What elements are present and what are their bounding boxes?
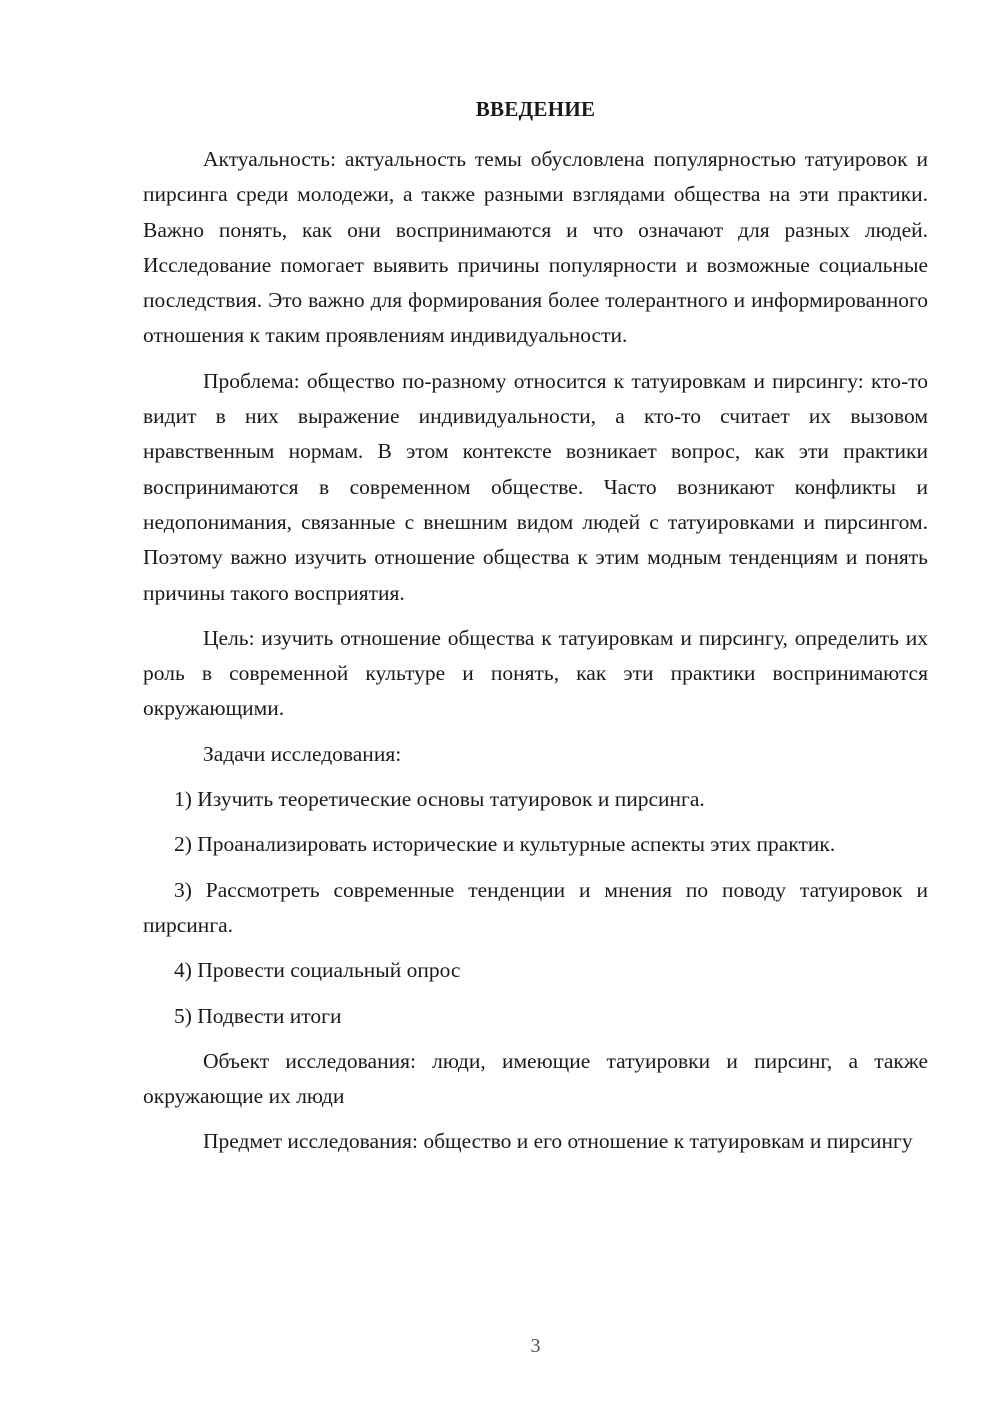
- task-item-4: 4) Провести социальный опрос: [174, 958, 461, 983]
- document-body: [143, 142, 928, 1170]
- task-item-2: 2) Проанализировать исторические и культурные аспекты этих практик.: [174, 832, 836, 857]
- problem-paragraph: Проблема: общество по-разному относится к татуировкам и пирсингу: кто-то видит в них выражение индивидуальности, а кто-то считает их вызовом нравственным нормам. В этом контексте возникает вопрос, как эти практики воспринимаются в современном обществе. Часто возникают конфликты и недопонимания, связанные с внешним видом людей с татуировками и пирсингом. Поэтому важно изучить отношение общества к этим модным тенденциям и понять причины такого восприятия.: [143, 368, 928, 605]
- task-item-5: 5) Подвести итоги: [174, 1003, 342, 1028]
- section-heading: ВВЕДЕНИЕ: [475, 97, 596, 121]
- goal-paragraph: Цель: изучить отношение общества к татуировкам и пирсингу, определить их роль в современной культуре и понять, как эти практики воспринимаются окружающими.: [143, 625, 928, 721]
- relevance-paragraph: Актуальность: актуальность темы обусловлена популярностью татуировок и пирсинга среди молодежи, а также разными взглядами общества на эти практики. Важно понять, как они воспринимаются и что означают для разных людей. Исследование помогает выявить причины популярности и возможные социальные последствия. Это важно для формирования более толерантного и информированного отношения к таким проявлениям индивидуальности.: [143, 147, 928, 348]
- object-paragraph: Объект исследования: люди, имеющие татуировки и пирсинг, а также окружающие их люди: [143, 1048, 928, 1109]
- tasks-label: Задачи исследования:: [203, 741, 402, 766]
- task-item-3: 3) Рассмотреть современные тенденции и мнения по поводу татуировок и пирсинга.: [143, 877, 928, 937]
- subject-paragraph: Предмет исследования: общество и его отношение к татуировкам и пирсингу: [203, 1129, 913, 1154]
- page-number: 3: [530, 1335, 541, 1357]
- task-item-1: 1) Изучить теоретические основы татуировок и пирсинга.: [174, 787, 705, 812]
- document-page: [143, 0, 928, 1414]
